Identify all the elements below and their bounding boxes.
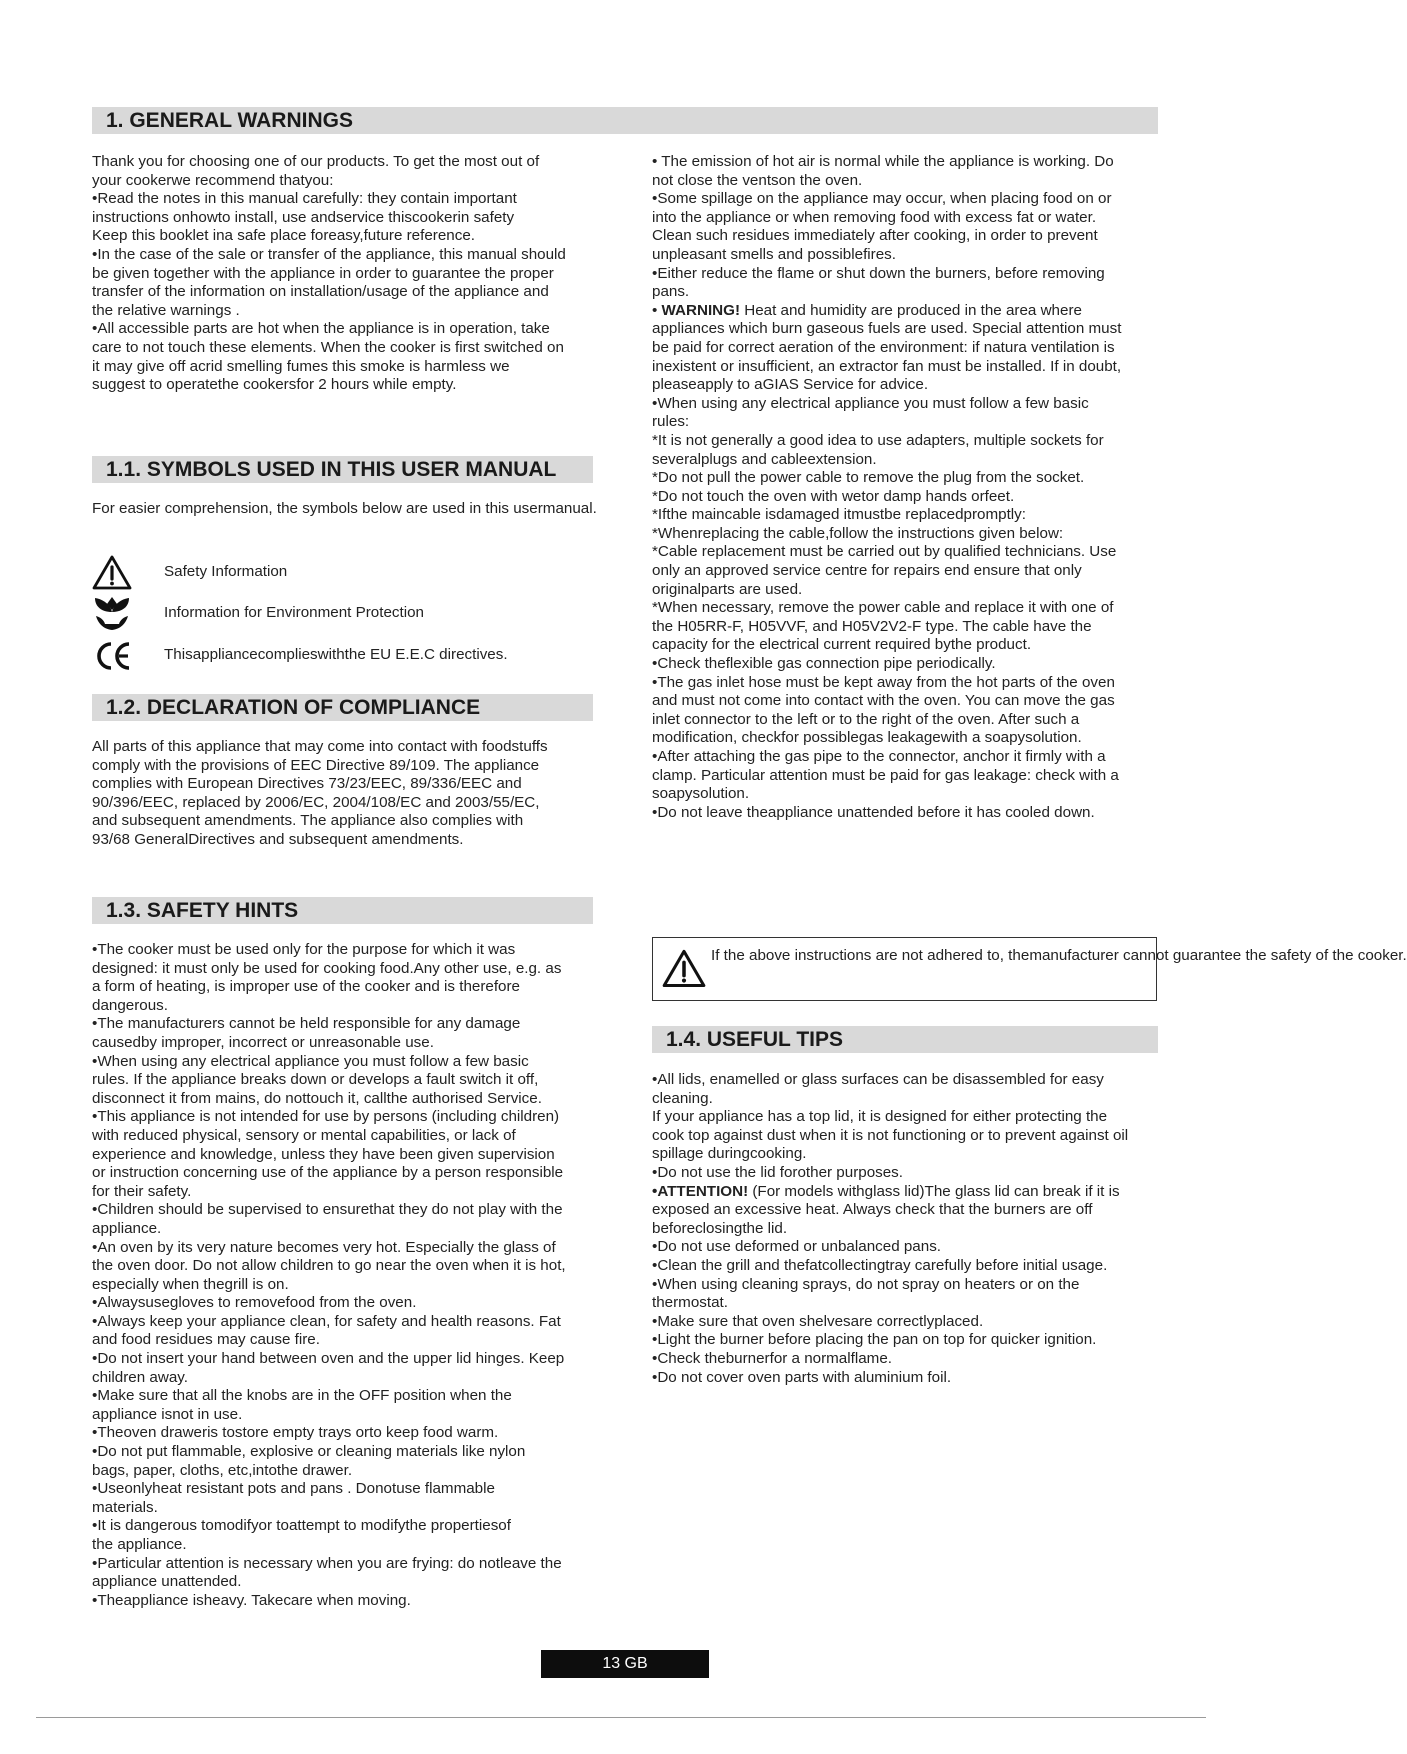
text-line: •An oven by its very nature becomes very hot. Especially the glass of <box>92 1238 556 1256</box>
symbol-row-environment <box>92 596 652 632</box>
footer-divider <box>36 1717 1206 1718</box>
text-line: be given together with the appliance in order to guarantee the proper <box>92 264 554 282</box>
text-line: the relative warnings . <box>92 301 240 319</box>
text-line: *It is not generally a good idea to use adapters, multiple sockets for <box>652 431 1104 449</box>
text-line: appliances which burn gaseous fuels are used. Special attention must <box>652 320 1122 338</box>
text-line: beforeclosingthe lid. <box>652 1219 788 1237</box>
text-line: •Useonlyheat resistant pots and pans . Donotuse flammable <box>92 1480 495 1498</box>
text-line: rules. If the appliance breaks down or develops a fault switch it off, <box>92 1071 539 1089</box>
attention-line <box>652 1183 1128 1202</box>
warning-first-line: Heat and humidity are produced in the area where <box>740 301 1082 319</box>
text-line: dangerous. <box>92 996 168 1014</box>
text-line: not close the ventson the oven. <box>652 171 863 189</box>
text-line: designed: it must only be used for cooking food.Any other use, e.g. as <box>92 959 562 977</box>
warning-triangle-icon <box>662 949 706 989</box>
environment-plant-icon <box>92 596 132 632</box>
text-line: •Make sure that oven shelvesare correctlyplaced. <box>652 1312 984 1330</box>
text-line: •Either reduce the flame or shut down the burners, before removing <box>652 264 1105 282</box>
text-line: *When necessary, remove the power cable and replace it with one of <box>652 599 1114 617</box>
text-line: experience and knowledge, unless they have been given supervision <box>92 1145 555 1163</box>
text-line: If your appliance has a top lid, it is designed for either protecting the <box>652 1108 1108 1126</box>
text-line: cleaning. <box>652 1089 713 1107</box>
attention-first-line: (For models withglass lid)The glass lid can break if it is <box>748 1182 1120 1200</box>
warning-bullet: • <box>652 301 662 319</box>
text-line: pans. <box>652 283 690 301</box>
text-line: unpleasant smells and possiblefires. <box>652 245 896 263</box>
text-line: •Do not use the lid forother purposes. <box>652 1163 903 1181</box>
text-line: cook top against dust when it is not functioning or to prevent against oil <box>652 1126 1129 1144</box>
text-line: capacity for the electrical current required bythe product. <box>652 636 1032 654</box>
text-line: and must not come into contact with the oven. You can move the gas <box>652 692 1115 710</box>
general-warnings-left-text <box>92 153 566 395</box>
symbols-intro <box>92 500 612 519</box>
text-line: originalparts are used. <box>652 580 803 598</box>
text-line: the oven door. Do not allow children to go near the oven when it is hot, <box>92 1257 566 1275</box>
text-line: •When using any electrical appliance you must follow a few basic <box>92 1052 529 1070</box>
text-line: *Whenreplacing the cable,follow the instructions given below: <box>652 524 1064 542</box>
text-line: thermostat. <box>652 1294 728 1312</box>
text-line: with reduced physical, sensory or mental capabilities, or lack of <box>92 1126 516 1144</box>
text-line: especially when thegrill is on. <box>92 1275 289 1293</box>
text-line: All parts of this appliance that may come into contact with foodstuffs <box>92 738 548 755</box>
text-line: complies with European Directives 73/23/EEC, 89/336/EEC and <box>92 775 522 793</box>
text-line: inexistent or insufficient, an extractor fan must be installed. If in doubt, <box>652 357 1122 375</box>
useful-tips-part-2 <box>652 1201 1128 1387</box>
text-line: for their safety. <box>92 1182 192 1200</box>
text-line: severalplugs and cableextension. <box>652 450 877 468</box>
text-line: •This appliance is not intended for use by persons (including children) <box>92 1108 560 1126</box>
text-line: •Read the notes in this manual carefully: they contain important <box>92 190 517 208</box>
text-line: into the appliance or when removing food with excess fat or water. <box>652 208 1097 226</box>
warning-label: WARNING! <box>661 301 741 319</box>
text-line: If the above instructions are not adhered to, the <box>711 947 1030 964</box>
text-line: •Do not cover oven parts with aluminium foil. <box>652 1368 952 1386</box>
useful-tips-text <box>652 1071 1128 1387</box>
compliance-text <box>92 738 548 850</box>
attention-label: •ATTENTION! <box>652 1182 749 1200</box>
text-line: •It is dangerous tomodifyor toattempt to modifythe propertiesof <box>92 1517 511 1535</box>
text-line: •In the case of the sale or transfer of the appliance, this manual should <box>92 245 566 263</box>
symbol-label-environment: Information for Environment Protection <box>164 604 424 621</box>
text-line: •All lids, enamelled or glass surfaces can be disassembled for easy <box>652 1071 1104 1088</box>
text-line: the H05RR-F, H05VVF, and H05V2V2-F type. The cable have the <box>652 617 1092 635</box>
section-title-useful-tips: 1.4. USEFUL TIPS <box>652 1026 1158 1053</box>
symbol-label-safety: Safety Information <box>164 563 288 580</box>
text-line: •All accessible parts are hot when the appliance is in operation, take <box>92 320 550 338</box>
text-line: manufacturer cannot guarantee the safety of the cooker. <box>1029 947 1407 964</box>
text-line: •When using cleaning sprays, do not spray on heaters or on the <box>652 1275 1080 1293</box>
text-line: children away. <box>92 1368 188 1386</box>
text-line: the appliance. <box>92 1536 187 1553</box>
text-line: a form of heating, is improper use of the cooker and is therefore <box>92 978 521 996</box>
text-line: •Check theburnerfor a normalflame. <box>652 1349 892 1367</box>
text-line: appliance unattended. <box>92 1573 242 1591</box>
text-line: •Particular attention is necessary when you are frying: do notleave the <box>92 1554 562 1572</box>
text-line: Clean such residues immediately after cooking, in order to prevent <box>652 227 1098 245</box>
text-line: only an approved service centre for repairs end ensure that only <box>652 562 1082 580</box>
text-line: pleaseapply to aGIAS Service for advice. <box>652 376 929 394</box>
general-warnings-right-text <box>652 153 1121 822</box>
warning-triangle-icon <box>92 555 132 591</box>
ce-mark-icon <box>92 638 132 674</box>
text-line: Thank you for choosing one of our products. To get the most out of <box>92 153 540 170</box>
text-line: •Always keep your appliance clean, for safety and health reasons. Fat <box>92 1312 561 1330</box>
symbol-row-safety <box>92 555 652 591</box>
text-line: and subsequent amendments. The appliance also complies with <box>92 812 524 830</box>
text-line: Keep this booklet ina safe place foreasy,future reference. <box>92 227 476 245</box>
text-line: suggest to operatethe cookersfor 2 hours while empty. <box>92 376 457 394</box>
text-line: clamp. Particular attention must be paid for gas leakage: check with a <box>652 766 1119 784</box>
text-line: •Do not put flammable, explosive or cleaning materials like nylon <box>92 1443 526 1461</box>
text-line: •After attaching the gas pipe to the connector, anchor it firmly with a <box>652 748 1106 765</box>
text-line: •Theoven draweris tostore empty trays orto keep food warm. <box>92 1424 499 1442</box>
text-line: or instruction concerning use of the appliance by a person responsible <box>92 1164 564 1182</box>
symbol-row-ce <box>92 638 652 674</box>
text-line: appliance. <box>92 1219 162 1237</box>
section-title-safety-hints: 1.3. SAFETY HINTS <box>92 897 593 924</box>
text-line: care to not touch these elements. When the cooker is first switched on <box>92 338 564 356</box>
text-line: *Cable replacement must be carried out by qualified technicians. Use <box>652 543 1117 561</box>
text-line: •Alwaysusegloves to removefood from the oven. <box>92 1294 417 1312</box>
symbol-label-ce: Thisappliancecomplieswiththe EU E.E.C directives. <box>164 646 508 663</box>
text-line: •Clean the grill and thefatcollectingtray carefully before initial usage. <box>652 1256 1108 1274</box>
safety-notice-text <box>711 947 1407 966</box>
text-line: transfer of the information on installation/usage of the appliance and <box>92 283 549 301</box>
text-line: 90/396/EEC, replaced by 2006/EC, 2004/108/EC and 2003/55/EC, <box>92 793 540 811</box>
text-line: *Do not pull the power cable to remove the plug from the socket. <box>652 469 1085 487</box>
page-number-badge: 13 GB <box>541 1650 709 1678</box>
safety-notice-box <box>652 937 1407 1001</box>
text-line: •Check theflexible gas connection pipe periodically. <box>652 655 996 673</box>
text-line: disconnect it from mains, do nottouch it, callthe authorised Service. <box>92 1089 542 1107</box>
section-title-symbols: 1.1. SYMBOLS USED IN THIS USER MANUAL <box>92 456 593 483</box>
text-line: appliance isnot in use. <box>92 1405 243 1423</box>
warning-line <box>652 302 1121 321</box>
text-line: •The manufacturers cannot be held responsible for any damage <box>92 1015 521 1033</box>
text-line: causedby improper, incorrect or unreasonable use. <box>92 1033 434 1051</box>
text-line: soapysolution. <box>652 785 750 803</box>
text-line: •Children should be supervised to ensurethat they do not play with the <box>92 1201 563 1219</box>
text-line: be paid for correct aeration of the environment: if natura ventilation is <box>652 338 1115 356</box>
text-line: •Make sure that all the knobs are in the OFF position when the <box>92 1387 512 1405</box>
text-line: •Light the burner before placing the pan on top for quicker ignition. <box>652 1331 1097 1349</box>
text-line: For easier comprehension, the symbols below are used in this user <box>92 500 543 517</box>
right-text-part-1 <box>652 153 1121 302</box>
text-line: rules: <box>652 413 690 431</box>
safety-hints-text <box>92 941 566 1610</box>
useful-tips-part-1 <box>652 1071 1128 1183</box>
text-line: •Do not leave theappliance unattended before it has cooled down. <box>652 803 1095 821</box>
text-line: bags, paper, cloths, etc,intothe drawer. <box>92 1461 353 1479</box>
text-line: • The emission of hot air is normal while the appliance is working. Do <box>652 153 1114 170</box>
text-line: your cookerwe recommend thatyou: <box>92 171 334 189</box>
text-line: modification, checkfor possiblegas leakagewith a soapysolution. <box>652 729 1082 747</box>
text-line: •Do not insert your hand between oven and the upper lid hinges. Keep <box>92 1350 565 1368</box>
text-line: spillage duringcooking. <box>652 1145 807 1163</box>
right-text-part-2 <box>652 320 1121 822</box>
text-line: materials. <box>92 1498 158 1516</box>
text-line: *Ifthe maincable isdamaged itmustbe replacedpromptly: <box>652 506 1026 524</box>
text-line: *Do not touch the oven with wetor damp hands orfeet. <box>652 487 1015 505</box>
text-line: instructions onhowto install, use andservice thiscookerin safety <box>92 208 515 226</box>
text-line: exposed an excessive heat. Always check that the burners are off <box>652 1201 1093 1219</box>
section-title-compliance: 1.2. DECLARATION OF COMPLIANCE <box>92 694 593 721</box>
text-line: •When using any electrical appliance you must follow a few basic <box>652 394 1089 412</box>
text-line: •Some spillage on the appliance may occur, when placing food on or <box>652 190 1112 208</box>
text-line: comply with the provisions of EEC Directive 89/109. The appliance <box>92 756 540 774</box>
text-line: •The gas inlet hose must be kept away from the hot parts of the oven <box>652 673 1115 691</box>
text-line: manual. <box>542 500 597 517</box>
text-line: inlet connector to the left or to the right of the oven. After such a <box>652 710 1080 728</box>
text-line: •The cooker must be used only for the purpose for which it was <box>92 941 516 958</box>
section-title-general-warnings: 1. GENERAL WARNINGS <box>92 107 1158 134</box>
text-line: •Do not use deformed or unbalanced pans. <box>652 1238 942 1256</box>
text-line: •Theappliance isheavy. Takecare when moving. <box>92 1591 411 1609</box>
text-line: it may give off acrid smelling fumes this smoke is harmless we <box>92 357 510 375</box>
text-line: and food residues may cause fire. <box>92 1331 320 1349</box>
text-line: 93/68 GeneralDirectives and subsequent amendments. <box>92 830 464 848</box>
